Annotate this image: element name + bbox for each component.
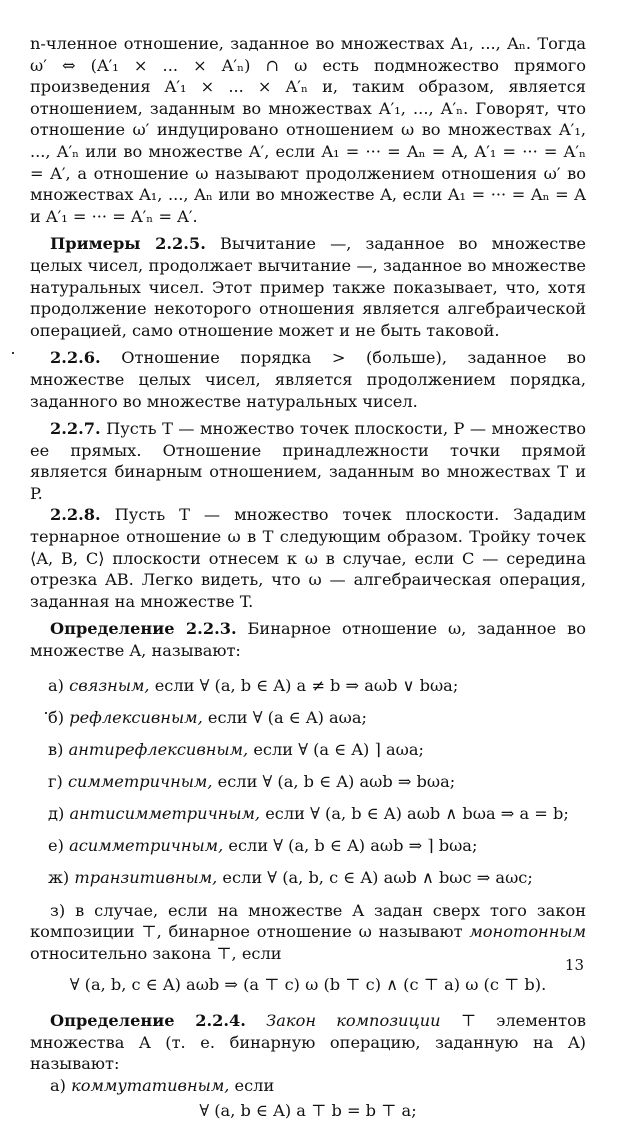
definition-2-2-3 [30,618,586,661]
item-letter: б) [48,707,65,727]
example-text: Отношение порядка > (больше), заданное во множестве целых чисел, является продолжением порядка, заданного во множестве натуральных чисел. [30,348,586,411]
example-2-2-7 [30,418,586,504]
item-condition: если ∀ (a, b ∈ A) aωb ∧ bωa ⇒ a = b; [260,803,569,823]
item-letter: а) [50,1075,66,1095]
example-number: 2.2.6. [50,348,101,368]
example-number: 2.2.7. [50,419,101,439]
definition-heading: Определение 2.2.3. [50,619,237,639]
examples-paragraph [30,233,586,341]
example-text: Пусть T — множество точек плоскости. Зададим тернарное отношение ω в T следующим образом. Тройку точек ⟨A, B, C⟩ плоскости отнесем к ω в случае, если C — середина отрезка AB. Легко видеть, что ω — алгебраическая операция, заданная на множестве T. [30,505,586,611]
examples-text: Вычитание —, заданное во множестве целых чисел, продолжает вычитание —, заданное во множестве натуральных чисел. Этот пример также показывает, что, хотя продолжение некоторого отношения является алгебраической операцией, само отношение может и не быть таковой. [30,234,586,340]
definition-text: ⊤ элементов множества A (т. е. бинарную операцию, заданную на A) называют: [30,1011,586,1074]
examples-heading: Примеры 2.2.5. [50,234,206,254]
item-condition: если ∀ (a ∈ A) aωa; [202,707,367,727]
item-term: рефлексивным, [69,707,203,727]
definition-italic: Закон композиции [245,1011,441,1030]
item-term: симметричным, [67,771,213,791]
item-term: антирефлексивным, [68,739,249,759]
item-term: асимметричным, [69,835,224,855]
monotone-formula: ∀ (a, b, c ∈ A) aωb ⇒ (a ⊤ c) ω (b ⊤ c) ∧ (c ⊤ a) ω (c ⊤ b). [69,975,547,995]
definition-2-2-4 [30,1010,586,1075]
scan-speck [45,712,47,714]
item-letter: д) [48,803,65,823]
list-item [30,862,586,894]
list-item [30,670,586,702]
item-condition: если ∀ (a ∈ A) ⌉ aωa; [248,739,424,759]
page-text [30,33,586,1122]
item-condition: если ∀ (a, b ∈ A) aωb ⇒ ⌉ bωa; [223,835,478,855]
list-item [30,734,586,766]
item-term: антисимметричным, [69,803,261,823]
monotone-text-post: относительно закона ⊤, если [30,943,282,963]
commutative-formula: ∀ (a, b ∈ A) a ⊤ b = b ⊤ a; [199,1101,417,1121]
item-letter: г) [48,771,63,791]
property-list [30,670,586,894]
list-item [30,798,586,830]
paragraph-induced-relation: n-членное отношение, заданное во множествах A₁, ..., Aₙ. Тогда ω′ ⇔ (A′₁ × ... × A′ₙ) ∩ ω есть подмножество прямого произведения A′₁ × ... × A′ₙ и, таким образом, является отношением, заданным во множествах A′₁, ..., A′ₙ. Говорят, что отношение ω′ индуцировано отношением ω во множествах A′₁, ..., A′ₙ или во множестве A′, если A₁ = ··· = Aₙ = A, A′₁ = ··· = A′ₙ = A′, а отношение ω называют продолжением отношения ω′ во множествах A₁, ..., Aₙ или во множестве A, если A₁ = ··· = Aₙ = A и A′₁ = ··· = A′ₙ = A′. [30,34,586,226]
item-term: транзитивным, [74,867,218,887]
item-condition: если [229,1075,275,1095]
monotone-paragraph [30,900,586,965]
item-letter: а) [48,675,64,695]
monotone-text-pre: з) в случае, если на множестве A задан сверх того закон композиции ⊤, бинарное отношение ω называют [30,900,586,942]
list-item [30,766,586,798]
item-letter: е) [48,835,64,855]
item-condition: если ∀ (a, b, c ∈ A) aωb ∧ bωc ⇒ aωc; [217,867,533,887]
item-condition: если ∀ (a, b ∈ A) aωb ⇒ bωa; [212,771,456,791]
item-term: связным, [69,675,150,695]
list-item [30,830,586,862]
example-text: Пусть T — множество точек плоскости, P — множество ее прямых. Отношение принадлежности точки прямой является бинарным отношением, заданным во множествах T и P. [30,419,586,503]
monotone-term: монотонным [469,922,586,942]
example-number: 2.2.8. [50,505,101,525]
example-2-2-6 [30,347,586,412]
definition-text: Бинарное отношение ω, заданное во множестве A, называют: [30,619,586,661]
page-number: 13 [564,956,584,974]
item-letter: ж) [48,867,70,887]
definition-heading: Определение 2.2.4. [50,1011,246,1030]
item-condition: если ∀ (a, b ∈ A) a ≠ b ⇒ aωb ∨ bωa; [149,675,459,695]
scan-speck [12,352,14,354]
example-2-2-8 [30,504,586,612]
list-item [30,702,586,734]
commutative-item [30,1075,586,1097]
item-term: коммутативным, [71,1075,230,1095]
item-letter: в) [48,739,64,759]
